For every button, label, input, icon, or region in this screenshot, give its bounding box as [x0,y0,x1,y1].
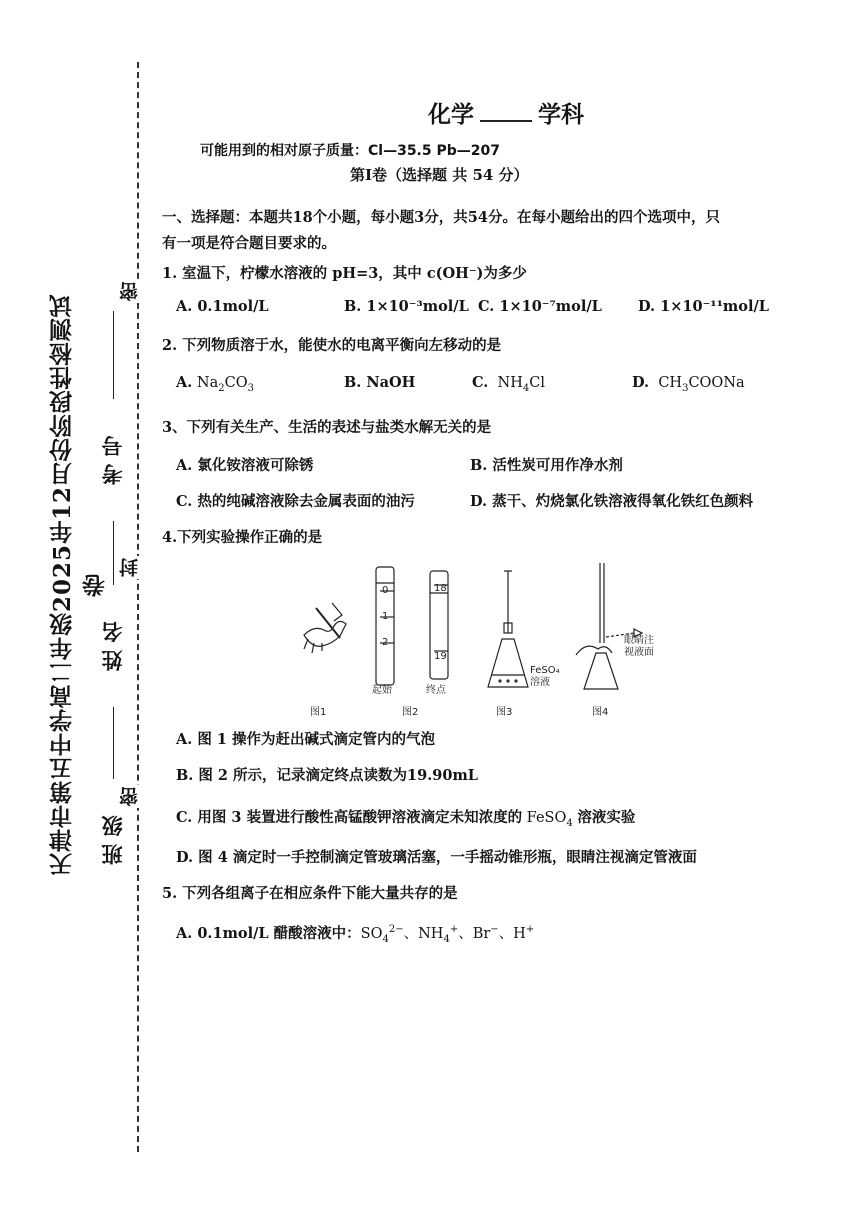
caption-fig2: 图2 [402,707,419,718]
q1-option-a[interactable]: A. 0.1mol/L [176,298,269,315]
q1-option-c[interactable]: C. 1×10⁻⁷mol/L [478,298,602,315]
q4-stem: 4.下列实验操作正确的是 [162,529,323,546]
q2-option-b[interactable]: B. NaOH [344,374,416,391]
q5-a-text: A. 0.1mol/L 醋酸溶液中： [176,925,361,942]
q2-option-a[interactable]: A. $Na_2CO_3$ [176,374,254,394]
figure-1-hand-burette [304,603,346,653]
q1-option-d[interactable]: D. 1×10⁻¹¹mol/L [638,298,769,315]
q3-option-d[interactable]: D. 蒸干、灼烧氯化铁溶液得氧化铁红色颜料 [470,493,754,510]
label-feso4: FeSO₄ [530,665,560,676]
label-end: 终点 [426,685,446,696]
tick-18: 18 [434,583,447,594]
label-eye-2: 视液面 [624,647,654,658]
tick-0: 0 [382,585,389,596]
section-intro-1: 一、选择题：本题共18个小题，每小题3分，共54分。在每小题给出的四个选项中，只 [162,209,720,226]
q2-stem: 2. 下列物质溶于水，能使水的电离平衡向左移动的是 [162,337,502,354]
seal-dashed-line [137,62,139,1152]
q3-option-b[interactable]: B. 活性炭可用作净水剂 [470,457,623,474]
label-eye-1: 眼睛注 [624,635,654,646]
caption-fig4: 图4 [592,707,609,718]
q2-option-d[interactable]: D. $CH_3COONa$ [632,374,745,394]
q1-stem: 1. 室温下，柠檬水溶液的 pH=3，其中 c(OH⁻)为多少 [162,265,527,282]
figure-3-titration-flask [488,571,528,687]
q4-option-b[interactable]: B. 图 2 所示，记录滴定终点读数为19.90mL [176,767,478,784]
q4-option-c[interactable]: C. 用图 3 装置进行酸性高锰酸钾溶液滴定未知浓度的 FeSO$_4$ 溶液实验 [176,809,636,829]
class-field[interactable] [112,707,114,779]
tick-19: 19 [434,651,447,662]
q4-c-text-end: 溶液实验 [577,809,636,826]
label-start: 起始 [372,685,392,696]
figure-4-hand-flask [576,563,642,689]
caption-fig1: 图1 [310,707,327,718]
subject-name: 化学 [428,102,474,128]
label-solution: 溶液 [530,677,550,688]
seal-char-top: 密 [116,280,143,303]
q4-figures [296,563,676,723]
tick-1: 1 [382,611,389,622]
q5-stem: 5. 下列各组离子在相应条件下能大量共存的是 [162,885,458,902]
q3-option-c[interactable]: C. 热的纯碱溶液除去金属表面的油污 [176,493,415,510]
q5-option-a[interactable]: A. 0.1mol/L 醋酸溶液中：$SO_4^{2-}$、$NH_4^+$、Br−、H+ [176,924,535,945]
atomic-masses: 可能用到的相对原子质量：Cl—35.5 Pb—207 [200,143,500,159]
class-label: 班 级 [100,815,125,865]
subject-blank [480,102,532,122]
name-label: 姓 名 [100,621,125,671]
q2-c-letter: C. [472,374,489,391]
q1-option-b[interactable]: B. 1×10⁻³mol/L [344,298,469,315]
q4-option-d[interactable]: D. 图 4 滴定时一手控制滴定管玻璃活塞，一手摇动锥形瓶，眼睛注视滴定管液面 [176,849,697,866]
q2-d-letter: D. [632,374,650,391]
school-exam-title: 天津市第五中学高二年级2025年12月份阶段性检测试卷 [49,293,109,877]
caption-fig3: 图3 [496,707,513,718]
q4-c-text: C. 用图 3 装置进行酸性高锰酸钾溶液滴定未知浓度的 [176,809,523,826]
seal-char-middle: 封 [116,556,143,579]
id-label: 考 号 [100,435,125,485]
id-field[interactable] [112,311,114,399]
subject-suffix: 学科 [538,102,584,128]
q3-option-a[interactable]: A. 氯化铵溶液可除锈 [176,457,314,474]
subject-title [428,96,584,129]
q4-option-a[interactable]: A. 图 1 操作为赶出碱式滴定管内的气泡 [176,731,436,748]
seal-char-bottom: 密 [116,785,143,808]
q2-option-c[interactable]: C. $NH_4Cl$ [472,374,546,394]
name-field[interactable] [112,521,114,585]
volume-title: 第Ⅰ卷（选择题 共 54 分） [350,166,529,184]
q3-stem: 3、下列有关生产、生活的表述与盐类水解无关的是 [162,419,492,436]
section-intro-2: 有一项是符合题目要求的。 [162,235,336,252]
tick-2: 2 [382,637,389,648]
q2-a-letter: A. [176,374,193,391]
